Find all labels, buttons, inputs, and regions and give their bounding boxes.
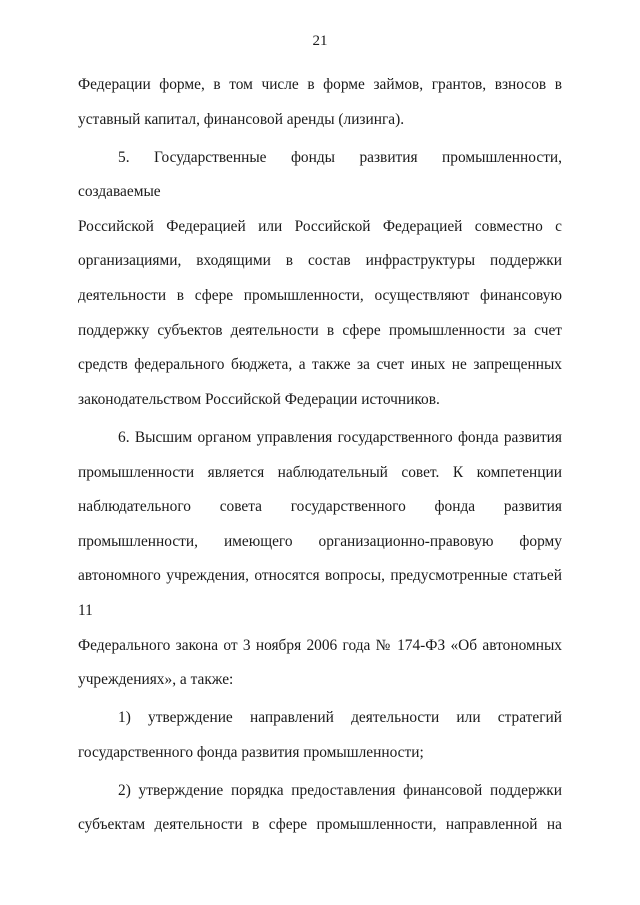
text-line: законодательством Российской Федерации источников.	[78, 390, 440, 408]
text-line: Федерального закона от 3 ноября 2006 года № 174-ФЗ «Об автономных	[78, 636, 562, 654]
text-line: организациями, входящими в состав инфраструктуры поддержки	[78, 252, 562, 270]
text-line: деятельности в сфере промышленности, осуществляют финансовую	[78, 287, 562, 305]
text-line: 5. Государственные фонды развития промышленности, создаваемые	[78, 148, 562, 201]
text-line: промышленности является наблюдательный совет. К компетенции	[78, 463, 562, 481]
text-line: 1) утверждение направлений деятельности или стратегий	[118, 709, 562, 727]
text-line: субъектам деятельности в сфере промышленности, направленной на	[78, 816, 562, 834]
page-number: 21	[312, 33, 328, 49]
text-line: учреждениях», а также:	[78, 671, 234, 689]
text-line: Российской Федерацией или Российской Федерацией совместно с	[78, 217, 562, 235]
text-line: наблюдательного совета государственного фонда развития	[78, 498, 562, 516]
text-line: автономного учреждения, относятся вопросы, предусмотренные статьей 11	[78, 567, 562, 619]
text-line: поддержку субъектов деятельности в сфере промышленности за счет	[78, 321, 562, 339]
text-line: уставный капитал, финансовой аренды (лизинга).	[78, 110, 405, 128]
text-line: Федерации форме, в том числе в форме займов, грантов, взносов в	[78, 76, 562, 93]
document-body	[78, 68, 562, 843]
text-line: средств федерального бюджета, а также за счет иных не запрещенных	[78, 356, 562, 374]
text-line: 6. Высшим органом управления государственного фонда развития	[118, 428, 562, 446]
text-line: промышленности, имеющего организационно-правовую форму	[78, 532, 562, 550]
text-line: государственного фонда развития промышленности;	[78, 743, 424, 761]
text-line: 2) утверждение порядка предоставления финансовой поддержки	[118, 781, 562, 799]
